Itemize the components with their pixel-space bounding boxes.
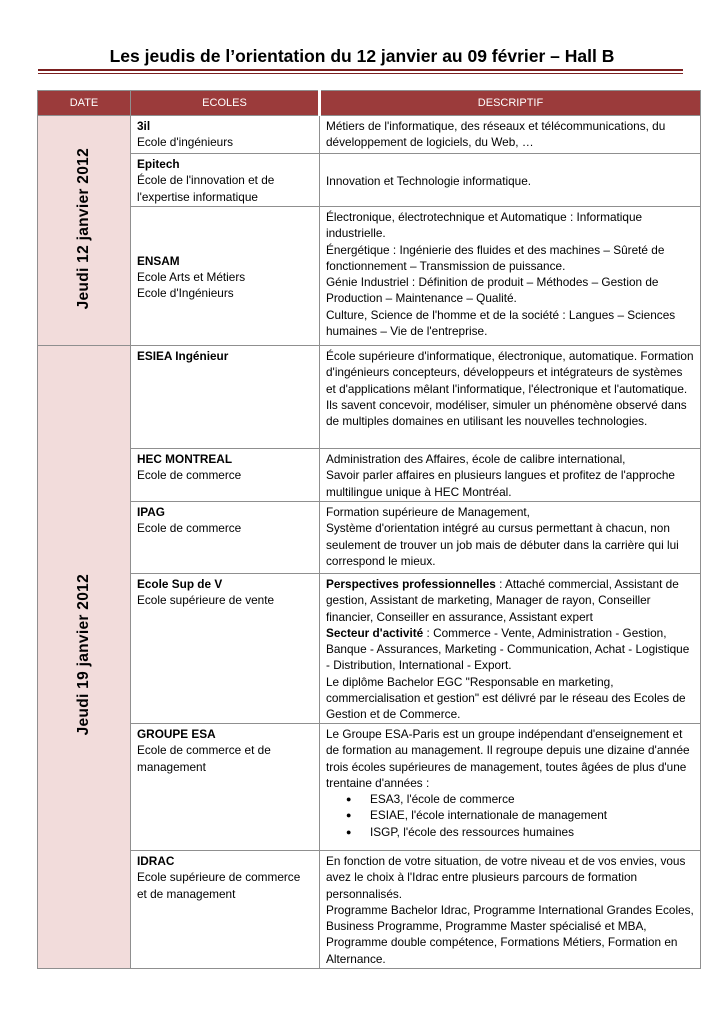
table-row xyxy=(38,724,701,851)
description-bold: Perspectives professionnelles xyxy=(326,577,496,591)
school-cell xyxy=(131,724,320,851)
school-cell xyxy=(131,449,320,502)
school-name: ESIEA Ingénieur xyxy=(137,349,229,363)
description-text: Génie Industriel : Définition de produit – Méthodes – Gestion de Production – Maintenance – Qualité. xyxy=(326,275,659,306)
table-row xyxy=(38,207,701,346)
school-subtitle: Ecole de commerce xyxy=(137,521,242,536)
date-cell xyxy=(38,116,131,346)
description-cell xyxy=(320,449,701,502)
school-name: HEC MONTREAL xyxy=(137,452,233,466)
description-text: Métiers de l'informatique, des réseaux et télécommunications, du développement de logiciels, du Web, … xyxy=(326,119,666,150)
school-name: Epitech xyxy=(137,157,180,171)
description-text: Le diplôme Bachelor EGC "Responsable en marketing, commercialisation et gestion" est délivré par le réseau des Ecoles de Gestion et de Commerce. xyxy=(326,674,686,722)
description-cell xyxy=(320,502,701,574)
list-item: ● ESIAE, l'école internationale de management xyxy=(370,807,694,823)
table-row xyxy=(38,154,701,207)
description-text: Programme Bachelor Idrac, Programme International Grandes Ecoles, Business Programme, Programme Master spécialisé et MBA, Programme double compétence, Formations Métiers, Formation en Alternance. xyxy=(326,902,694,966)
description-text: : Commerce - Vente, Administration - Gestion, Banque - Assurances, Marketing - Communication, Achat - Logistique - Distribution, International - Export. xyxy=(326,625,690,673)
description-text: En fonction de votre situation, de votre niveau et de vos envies, vous avez le choix à l'Idrac entre plusieurs parcours de formation personnalisés. xyxy=(326,854,686,901)
date-cell xyxy=(38,346,131,969)
school-name: IDRAC xyxy=(137,854,175,868)
school-list xyxy=(326,791,694,840)
school-cell xyxy=(131,346,320,449)
description-cell xyxy=(320,724,701,851)
date-label: Jeudi 12 janvier 2012 xyxy=(74,147,92,310)
title-rule xyxy=(38,69,683,71)
date-label: Jeudi 19 janvier 2012 xyxy=(74,574,92,736)
description-text: Le Groupe ESA-Paris est un groupe indépendant d'enseignement et de formation au management. Il regroupe depuis une dizaine d'année trois écoles supérieures de management, toutes âgées de plus d'une trentaine d'années : xyxy=(326,727,690,790)
description-cell xyxy=(320,574,701,724)
school-subtitle: Ecole supérieure de vente xyxy=(137,593,275,608)
table-row xyxy=(38,449,701,502)
description-text: Savoir parler affaires en plusieurs langues et profitez de l'approche multilingue unique à HEC Montréal. xyxy=(326,468,675,499)
description-bold: Secteur d'activité xyxy=(326,625,424,640)
description-paragraph xyxy=(326,576,694,625)
table-row xyxy=(38,851,701,969)
description-cell xyxy=(320,116,701,154)
school-name: GROUPE ESA xyxy=(137,727,216,741)
description-cell xyxy=(320,154,701,207)
school-cell xyxy=(131,116,320,154)
description-text: Administration des Affaires, école de calibre international, xyxy=(326,452,626,466)
title-rule-thin xyxy=(38,73,683,74)
school-subtitle: Ecole supérieure de commerce et de management xyxy=(137,870,301,901)
description-text: Électronique, électrotechnique et Automatique : Informatique industrielle. xyxy=(326,210,643,241)
table-row xyxy=(38,116,701,154)
school-subtitle: Ecole Arts et Métiers xyxy=(137,269,246,284)
description-text: Système d'orientation intégré au cursus permettant à chacun, non seulement de trouver un job mais de débuter dans la carrière qui lui correspond le mieux. xyxy=(326,521,679,568)
list-item: ● ISGP, l'école des ressources humaines xyxy=(370,824,694,840)
description-text: Énergétique : Ingénierie des fluides et des machines – Sûreté de fonctionnement – Transmission de puissance. xyxy=(326,242,665,273)
school-subtitle: École de l'innovation et de l'expertise informatique xyxy=(137,173,275,204)
table-row xyxy=(38,502,701,574)
school-cell xyxy=(131,207,320,346)
description-cell xyxy=(320,207,701,346)
school-name: ENSAM xyxy=(137,253,180,268)
school-subtitle-2: Ecole d'Ingénieurs xyxy=(137,286,234,301)
schedule-table xyxy=(37,90,701,969)
school-cell xyxy=(131,574,320,724)
school-name: IPAG xyxy=(137,505,165,519)
page-title: Les jeudis de l’orientation du 12 janvier au 09 février – Hall B xyxy=(109,46,615,66)
school-cell xyxy=(131,502,320,574)
description-cell xyxy=(320,346,701,449)
header-date: DATE xyxy=(38,91,131,116)
header-descriptif: DESCRIPTIF xyxy=(320,91,701,116)
description-text: Formation supérieure de Management, xyxy=(326,505,530,519)
table-row xyxy=(38,346,701,449)
description-text: Culture, Science de l'homme et de la société : Langues – Sciences humaines – Vie de l'entreprise. xyxy=(326,307,676,339)
school-cell xyxy=(131,154,320,207)
list-item: ● ESA3, l'école de commerce xyxy=(370,791,694,807)
description-paragraph xyxy=(326,625,694,674)
school-subtitle: Ecole d'ingénieurs xyxy=(137,135,234,150)
school-name: 3il xyxy=(137,119,151,133)
school-subtitle: Ecole de commerce et de management xyxy=(137,743,271,774)
school-cell xyxy=(131,851,320,969)
description-text: : Attaché commercial, Assistant de gestion, Assistant de marketing, Manager de rayon, Conseiller financier, Conseiller en assurance, Assistant expert xyxy=(326,577,679,624)
description-text: Innovation et Technologie informatique. xyxy=(326,173,532,188)
table-header-row xyxy=(38,91,701,116)
school-name: Ecole Sup de V xyxy=(137,577,223,591)
description-cell xyxy=(320,851,701,969)
header-ecoles: ECOLES xyxy=(131,91,320,116)
description-text: École supérieure d'informatique, électronique, automatique. Formation d'ingénieurs concepteurs, développeurs et intégrateurs de systèmes et d'applications mêlant l'informatique, l'électronique et l'automatique. Ils savent concevoir, modéliser, simuler un phénomène observé dans de multiples domaines en utilisant les nouvelles technologies. xyxy=(326,349,694,429)
table-row xyxy=(38,574,701,724)
school-subtitle: Ecole de commerce xyxy=(137,468,242,483)
